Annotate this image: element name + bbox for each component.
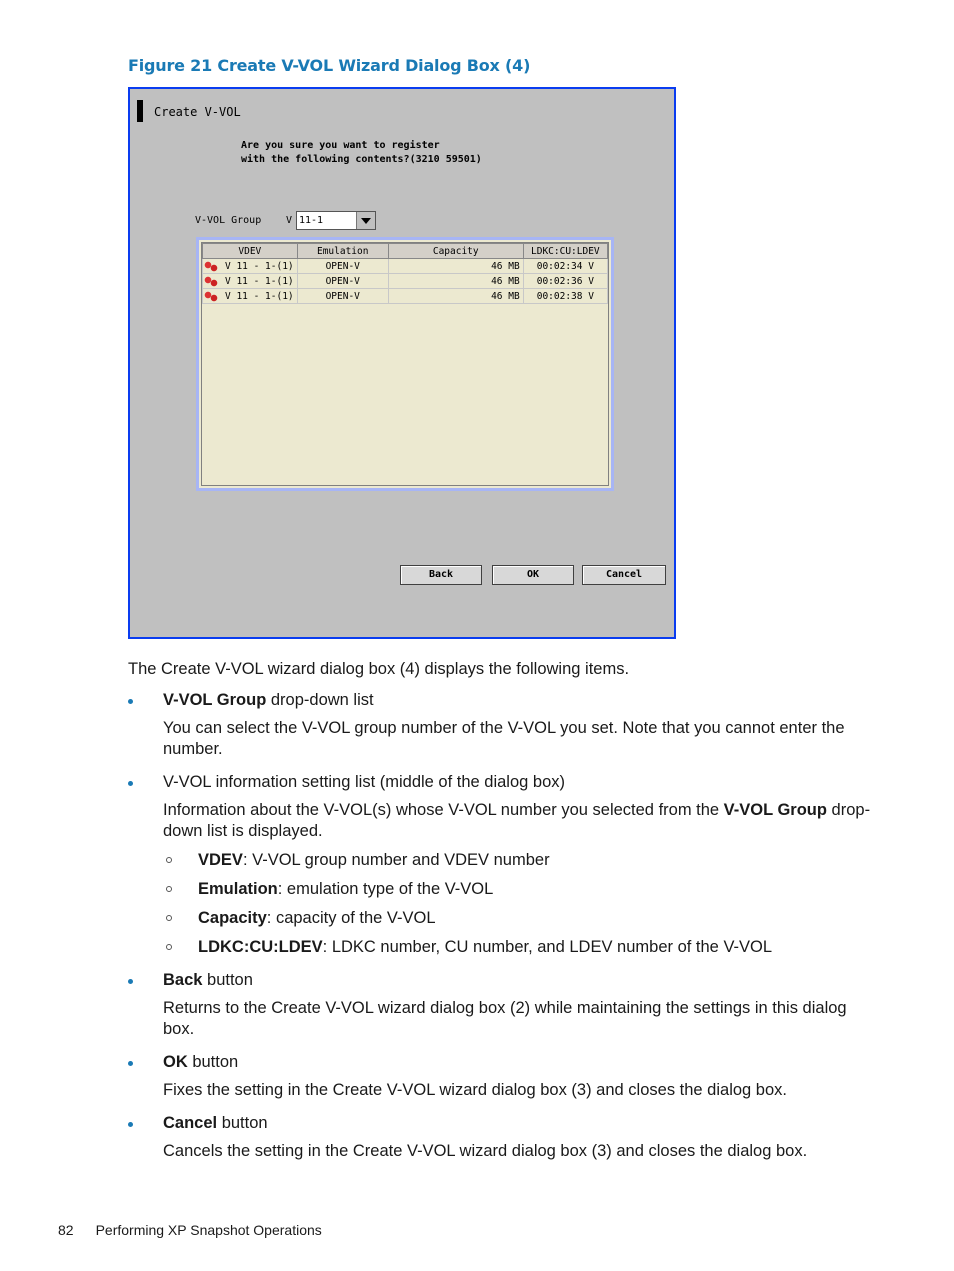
sub-term: LDKC:CU:LDEV [198,938,323,956]
item-vvol-group [128,690,878,760]
item-term: OK [163,1053,188,1071]
cell-capacity: 46 MB [388,274,523,289]
cell-ldkc: 00:02:38 V [523,289,607,304]
vvol-table [202,243,608,304]
sub-bullet-icon [166,886,172,892]
sub-term: VDEV [198,851,243,869]
item-term: V-VOL Group [163,691,267,709]
vvol-info-list-inner [201,242,609,486]
vvol-info-list [196,237,614,491]
description-text [128,659,878,1174]
sub-item [163,879,878,900]
cell-emulation: OPEN-V [297,274,388,289]
figure-caption: Figure 21 Create V-VOL Wizard Dialog Box (4) [128,56,531,75]
item-term-rest: button [217,1114,268,1132]
dialog-title: Create V-VOL [154,105,241,119]
vvol-group-label: V-VOL Group [195,215,262,226]
sub-term: Emulation [198,880,278,898]
sub-bullet-icon [166,944,172,950]
footer-section: Performing XP Snapshot Operations [95,1222,322,1238]
sub-bullet-icon [166,915,172,921]
cancel-button[interactable]: Cancel [582,565,666,585]
volume-icon [204,291,219,302]
col-emulation[interactable]: Emulation [297,244,388,259]
confirm-message-line2: with the following contents?(3210 59501) [241,154,482,165]
sub-term: Capacity [198,909,267,927]
bullet-icon [128,1122,133,1127]
item-ok [128,1052,878,1101]
sub-bullet-icon [166,857,172,863]
bullet-icon [128,1061,133,1066]
cell-emulation: OPEN-V [297,259,388,274]
confirm-message-line1: Are you sure you want to register [241,140,440,151]
table-row[interactable] [203,259,608,274]
title-marker [137,100,143,122]
col-capacity[interactable]: Capacity [388,244,523,259]
sub-desc: : capacity of the V-VOL [266,909,436,927]
intro-paragraph: The Create V-VOL wizard dialog box (4) displays the following items. [128,660,630,678]
ok-button[interactable]: OK [492,565,574,585]
cell-emulation: OPEN-V [297,289,388,304]
item-term: Cancel [163,1114,218,1132]
vvol-group-dropdown[interactable] [296,211,376,230]
page-number: 82 [58,1222,74,1238]
item-term-rest: drop-down list [266,691,374,709]
item-description: Fixes the setting in the Create V-VOL wizard dialog box (3) and closes the dialog box. [163,1081,787,1099]
item-description: You can select the V-VOL group number of the V-VOL you set. Note that you cannot enter the number. [163,719,845,758]
item-cancel [128,1113,878,1162]
bullet-icon [128,781,133,786]
cell-capacity: 46 MB [388,259,523,274]
cell-vdev: V 11 - 1-(1) [225,290,294,302]
cell-capacity: 46 MB [388,289,523,304]
volume-icon [204,261,219,272]
sub-desc: : emulation type of the V-VOL [277,880,494,898]
item-term-rest: button [202,971,253,989]
table-row[interactable] [203,289,608,304]
table-row[interactable] [203,274,608,289]
item-description-pre: Information about the V-VOL(s) whose V-VOL number you selected from the [163,801,724,819]
create-vvol-dialog [128,87,676,639]
confirm-message [241,139,482,167]
item-description: Returns to the Create V-VOL wizard dialog box (2) while maintaining the settings in this dialog box. [163,999,847,1038]
item-description-bold: V-VOL Group [723,801,827,819]
cell-vdev: V 11 - 1-(1) [225,275,294,287]
item-back [128,970,878,1040]
cell-vdev: V 11 - 1-(1) [225,260,294,272]
cell-ldkc: 00:02:34 V [523,259,607,274]
sub-desc: : V-VOL group number and VDEV number [242,851,550,869]
chevron-down-icon[interactable] [356,212,375,229]
item-term-rest: button [187,1053,239,1071]
col-vdev[interactable]: VDEV [203,244,298,259]
item-description-post: drop-down list is displayed. [163,801,871,840]
item-info-list [128,772,878,958]
cell-ldkc: 00:02:36 V [523,274,607,289]
item-heading: V-VOL information setting list (middle of the dialog box) [163,773,566,791]
item-term: Back [163,971,203,989]
vvol-group-value: 11-1 [299,215,324,226]
page-footer [58,1222,322,1238]
back-button[interactable]: Back [400,565,482,585]
bullet-icon [128,699,133,704]
vvol-group-prefix: V [286,215,293,226]
bullet-icon [128,979,133,984]
item-description: Cancels the setting in the Create V-VOL wizard dialog box (3) and closes the dialog box. [163,1142,808,1160]
sub-item [163,908,878,929]
sub-desc: : LDKC number, CU number, and LDEV number of the V-VOL [322,938,773,956]
sub-item [163,937,878,958]
col-ldkc-cu-ldev[interactable]: LDKC:CU:LDEV [523,244,607,259]
sub-item [163,850,878,871]
volume-icon [204,276,219,287]
